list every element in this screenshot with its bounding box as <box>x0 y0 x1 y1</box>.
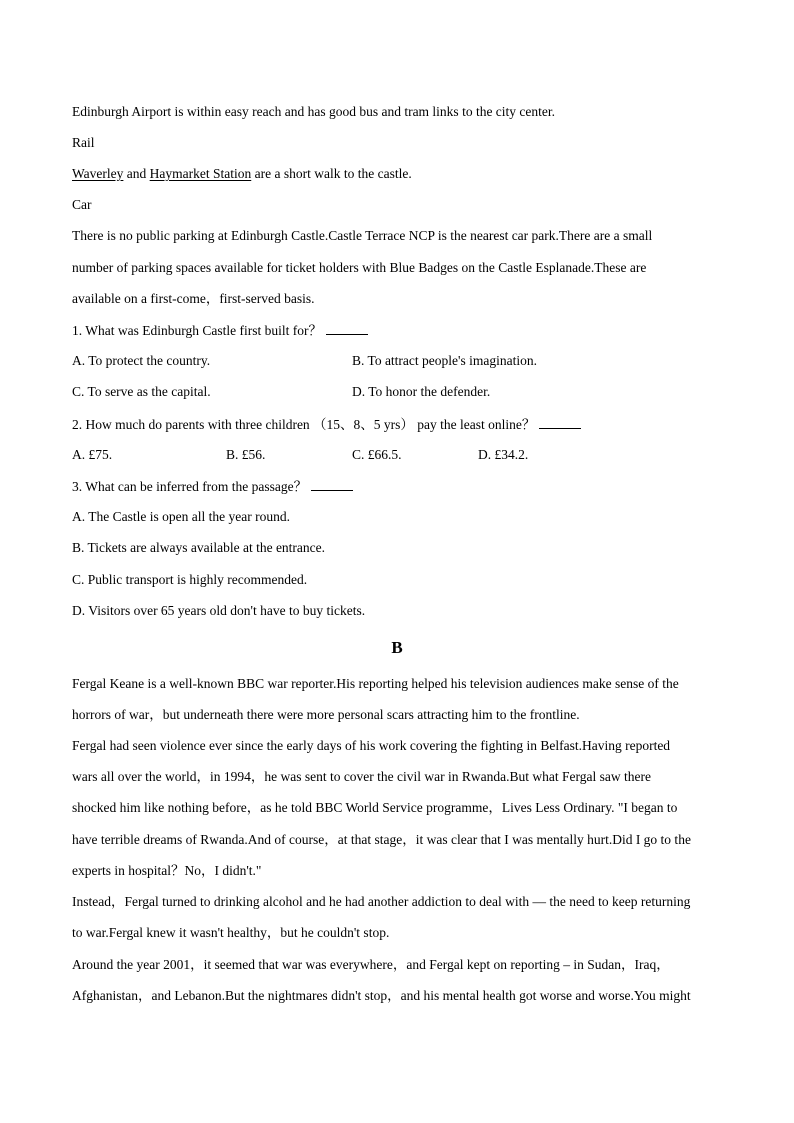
section-b-line: to war.Fergal knew it wasn't healthy，but he couldn't stop. <box>72 925 390 940</box>
question-3-option-d[interactable]: D. Visitors over 65 years old don't have to buy tickets. <box>72 603 366 618</box>
section-b-line: shocked him like nothing before，as he told BBC World Service programme，Lives Less Ordinary. "I began to <box>72 800 678 815</box>
question-1-option-b[interactable]: B. To attract people's imagination. <box>352 353 537 368</box>
section-b-line: Instead，Fergal turned to drinking alcohol and he had another addiction to deal with — the need to keep returning <box>72 894 691 909</box>
section-b-line: Fergal Keane is a well-known BBC war reporter.His reporting helped his television audiences make sense of the <box>72 676 679 691</box>
question-1-answer-blank[interactable] <box>326 322 368 335</box>
car-heading: Car <box>72 197 92 212</box>
question-2-option-d[interactable]: D. £34.2. <box>478 447 529 462</box>
question-3 <box>72 478 353 495</box>
car-paragraph-line-3: available on a first-come，first-served basis. <box>72 291 315 306</box>
question-2-option-c[interactable]: C. £66.5. <box>352 447 402 462</box>
question-3-answer-blank[interactable] <box>311 478 353 491</box>
section-b-title: B <box>391 638 403 657</box>
question-3-option-b[interactable]: B. Tickets are always available at the entrance. <box>72 540 326 555</box>
haymarket-station-link[interactable]: Haymarket Station <box>149 166 252 181</box>
question-1 <box>72 322 368 339</box>
question-3-option-c[interactable]: C. Public transport is highly recommended. <box>72 572 308 587</box>
section-b-line: experts in hospital？No，I didn't." <box>72 863 262 878</box>
waverley-link[interactable]: Waverley <box>72 166 124 181</box>
section-b-line: Around the year 2001，it seemed that war was everywhere，and Fergal kept on reporting – in Sudan，Iraq， <box>72 957 670 972</box>
question-3-text: 3. What can be inferred from the passage？ <box>72 479 308 494</box>
airport-paragraph: Edinburgh Airport is within easy reach and has good bus and tram links to the city center. <box>72 104 556 119</box>
question-1-text: 1. What was Edinburgh Castle first built for？ <box>72 323 322 338</box>
question-2 <box>72 416 581 433</box>
rail-heading: Rail <box>72 135 95 150</box>
question-2-answer-blank[interactable] <box>539 416 581 429</box>
question-2-option-a[interactable]: A. £75. <box>72 447 113 462</box>
question-1-option-a[interactable]: A. To protect the country. <box>72 353 211 368</box>
section-b-line: Afghanistan，and Lebanon.But the nightmares didn't stop，and his mental health got worse and worse.You might <box>72 988 691 1003</box>
question-2-text: 2. How much do parents with three children （15、8、5 yrs） pay the least online？ <box>72 417 536 432</box>
question-3-option-a[interactable]: A. The Castle is open all the year round. <box>72 509 290 524</box>
section-b-line: horrors of war，but underneath there were more personal scars attracting him to the frontline. <box>72 707 580 722</box>
rail-paragraph <box>72 166 412 182</box>
rail-and-text: and <box>123 166 150 181</box>
section-b-line: have terrible dreams of Rwanda.And of course，at that stage，it was clear that I was mentally hurt.Did I go to the <box>72 832 691 847</box>
car-paragraph-line-1: There is no public parking at Edinburgh Castle.Castle Terrace NCP is the nearest car park.There are a small <box>72 228 653 243</box>
rail-rest-text: are a short walk to the castle. <box>251 166 412 181</box>
question-1-option-c[interactable]: C. To serve as the capital. <box>72 384 211 399</box>
question-2-option-b[interactable]: B. £56. <box>226 447 266 462</box>
section-b-line: Fergal had seen violence ever since the early days of his work covering the fighting in Belfast.Having reported <box>72 738 671 753</box>
question-1-option-d[interactable]: D. To honor the defender. <box>352 384 491 399</box>
section-b-line: wars all over the world，in 1994，he was sent to cover the civil war in Rwanda.But what Fergal saw there <box>72 769 651 784</box>
car-paragraph-line-2: number of parking spaces available for ticket holders with Blue Badges on the Castle Esplanade.These are <box>72 260 647 275</box>
